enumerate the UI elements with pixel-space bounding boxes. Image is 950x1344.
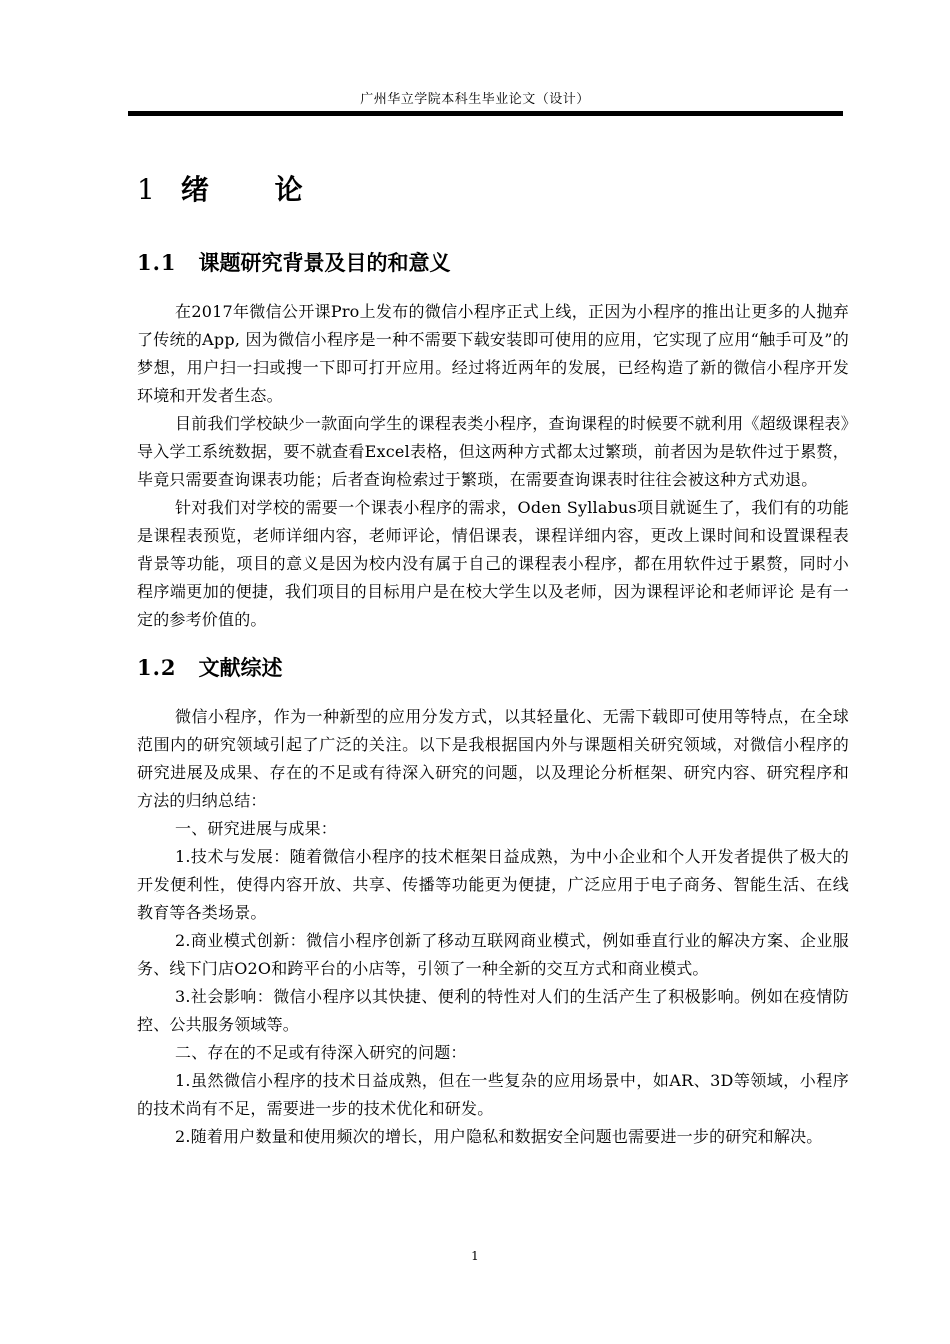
list-item: 1.虽然微信小程序的技术日益成熟，但在一些复杂的应用场景中，如AR、3D等领域，小程序的技术尚有不足，需要进一步的技术优化和研发。: [137, 1071, 849, 1118]
list-item: 1.技术与发展：随着微信小程序的技术框架日益成熟，为中小企业和个人开发者提供了极大的开发便利性，使得内容开放、共享、传播等功能更为便捷，广泛应用于电子商务、智能生活、在线教育等各类场景。: [137, 847, 849, 922]
section-title-text: 文献综述: [198, 656, 283, 680]
chapter-title-text: 绪 论: [180, 173, 331, 206]
header-rule: [128, 111, 843, 116]
section-number: 1.1: [137, 250, 177, 275]
paragraph: 在2017年微信公开课Pro上发布的微信小程序正式上线，正因为小程序的推出让更多的人抛弃了传统的App, 因为微信小程序是一种不需要下载安装即可使用的应用，它实现了应用“触手可及”的梦想，用户扫一扫或搜一下即可打开应用。经过将近两年的发展，已经构造了新的微信小程序开发环境和开发者生态。: [137, 302, 849, 405]
page-header: 广州华立学院本科生毕业论文（设计）: [360, 92, 590, 107]
section-title: [137, 652, 849, 684]
list-item: 3.社会影响：微信小程序以其快捷、便利的特性对人们的生活产生了积极影响。例如在疫情防控、公共服务领域等。: [137, 987, 849, 1034]
subheading: 一、研究进展与成果：: [175, 819, 338, 838]
list-item: 2.随着用户数量和使用频次的增长，用户隐私和数据安全问题也需要进一步的研究和解决。: [175, 1127, 823, 1146]
chapter-title: [137, 170, 849, 210]
page-number: 1: [471, 1249, 479, 1263]
section-title-text: 课题研究背景及目的和意义: [198, 251, 451, 275]
section-1-2: [137, 652, 849, 1151]
chapter-number: 1: [137, 173, 155, 206]
paragraph: 目前我们学校缺少一款面向学生的课程表类小程序，查询课程的时候要不就利用《超级课程表》导入学工系统数据，要不就查看Excel表格，但这两种方式都太过繁琐，前者因为是软件过于累赘，毕竟只需要查询课表功能；后者查询检索过于繁琐，在需要查询课表时往往会被这种方式劝退。: [137, 414, 849, 489]
document-body: [137, 170, 849, 1151]
section-number: 1.2: [137, 655, 177, 680]
section-1-1: [137, 247, 849, 634]
paragraph: 针对我们对学校的需要一个课表小程序的需求，Oden Syllabus项目就诞生了，我们有的功能是课程表预览，老师详细内容，老师评论，情侣课表，课程详细内容，更改上课时间和设置课程表背景等功能，项目的意义是因为校内没有属于自己的课程表小程序，都在用软件过于累赘，同时小程序端更加的便捷，我们项目的目标用户是在校大学生以及老师，因为课程评论和老师评论 是有一定的参考价值的。: [137, 498, 849, 629]
section-title: [137, 247, 849, 279]
subheading: 二、存在的不足或有待深入研究的问题：: [175, 1043, 467, 1062]
list-item: 2.商业模式创新：微信小程序创新了移动互联网商业模式，例如垂直行业的解决方案、企业服务、线下门店O2O和跨平台的小店等，引领了一种全新的交互方式和商业模式。: [137, 931, 849, 978]
paragraph: 微信小程序，作为一种新型的应用分发方式，以其轻量化、无需下载即可使用等特点，在全球范围内的研究领域引起了广泛的关注。以下是我根据国内外与课题相关研究领域，对微信小程序的研究进展及成果、存在的不足或有待深入研究的问题，以及理论分析框架、研究内容、研究程序和方法的归纳总结：: [137, 707, 849, 810]
